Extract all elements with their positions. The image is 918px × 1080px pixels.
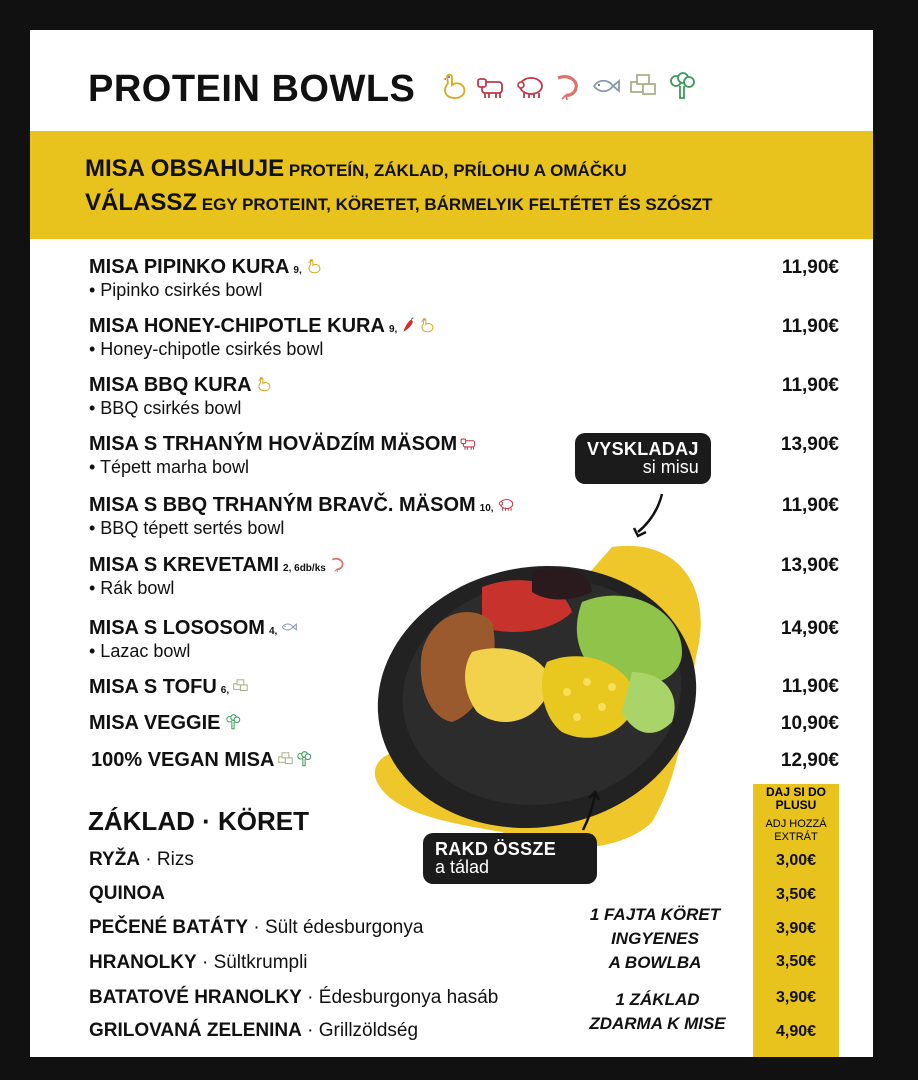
build-your-bowl-callout — [575, 433, 711, 484]
menu-item-subtitle: • Tépett marha bowl — [89, 457, 250, 477]
broccoli-icon — [224, 713, 242, 731]
menu-item-price: 13,90€ — [780, 434, 839, 455]
shrimp-icon — [329, 555, 347, 573]
base-item — [89, 883, 165, 905]
allergen-codes: 2, 6db/ks — [283, 563, 326, 574]
arrow-icon — [575, 790, 605, 834]
menu-item-price: 10,90€ — [780, 713, 839, 734]
bowl-illustration — [352, 532, 722, 862]
cow-icon — [460, 434, 478, 452]
chicken-icon — [255, 375, 273, 393]
allergen-codes: 6, — [220, 685, 230, 696]
extra-price-column — [753, 784, 839, 1057]
menu-item-name: MISA VEGGIE — [89, 712, 221, 734]
allergen-codes: 9, — [293, 265, 302, 276]
extra-heading: DAJ SI DO PLUSU — [765, 785, 826, 812]
chicken-icon — [438, 70, 470, 102]
extra-subheading: ADJ HOZZÁ EXTRÁT — [765, 818, 827, 843]
base-item-name: PEČENÉ BATÁTY — [89, 917, 249, 938]
menu-page — [30, 30, 873, 1057]
title-icon-row — [438, 70, 698, 102]
note-line: 1 ZÁKLAD — [615, 990, 700, 1009]
banner-line-1-text: PROTEÍN, ZÁKLAD, PRÍLOHU A OMÁČKU — [288, 161, 627, 180]
menu-item-name: MISA S TRHANÝM HOVÄDZÍM MÄSOM — [89, 433, 458, 455]
banner-line-2 — [85, 189, 712, 217]
base-item: BATATOVÉ HRANOLKY · Édesburgonya hasáb — [89, 987, 499, 1008]
menu-item-subtitle: • Pipinko csirkés bowl — [89, 280, 263, 300]
base-item: RYŽA · Rizs — [89, 849, 194, 870]
broccoli-icon — [666, 70, 698, 102]
menu-item — [89, 374, 273, 419]
menu-item — [89, 256, 323, 301]
callout-subtitle: a tálad — [435, 857, 490, 877]
base-item-name: QUINOA — [89, 883, 165, 904]
menu-item — [89, 554, 347, 599]
assemble-callout — [423, 833, 597, 884]
menu-item-price: 14,90€ — [780, 618, 839, 639]
callout-title: VYSKLADAJ — [587, 439, 699, 459]
menu-item-name: MISA S BBQ TRHANÝM BRAVČ. MÄSOM — [89, 494, 476, 516]
menu-item-name: 100% VEGAN MISA — [91, 749, 275, 771]
note-line: 1 FAJTA KÖRET — [589, 905, 721, 924]
fish-icon — [590, 70, 622, 102]
note-line: ZDARMA K MISE — [589, 1014, 726, 1033]
base-item-name: HRANOLKY — [89, 952, 197, 973]
base-item: PEČENÉ BATÁTY · Sült édesburgonya — [89, 917, 424, 938]
base-item-price: 3,00€ — [775, 852, 817, 869]
menu-item-name: MISA BBQ KURA — [89, 374, 252, 396]
tofu-icon — [277, 750, 295, 768]
base-section-title: ZÁKLAD · KÖRET — [88, 806, 309, 836]
menu-item-price: 11,90€ — [781, 375, 839, 396]
menu-item-price: 11,90€ — [781, 676, 839, 697]
pig-icon — [497, 495, 515, 513]
menu-item-price: 11,90€ — [781, 495, 839, 516]
menu-item-name: MISA S LOSOSOM — [89, 617, 265, 639]
base-item-price: 3,50€ — [775, 886, 817, 903]
menu-item-price: 12,90€ — [780, 750, 839, 771]
allergen-codes: 4, — [268, 626, 278, 637]
banner-line-1 — [85, 155, 627, 183]
base-item-subtitle: Grillzöldség — [318, 1020, 419, 1041]
arrow-icon — [630, 490, 670, 540]
base-item-price: 3,90€ — [775, 920, 817, 937]
base-item-subtitle: Rizs — [156, 849, 194, 870]
info-banner — [30, 131, 873, 239]
menu-item — [89, 676, 250, 699]
menu-item — [89, 433, 478, 478]
base-item-name: RYŽA — [89, 849, 141, 870]
menu-item-price: 13,90€ — [780, 555, 839, 576]
callout-subtitle: si misu — [642, 457, 699, 477]
note-line: A BOWLBA — [608, 953, 702, 972]
menu-item — [91, 749, 313, 772]
menu-item-subtitle: • Rák bowl — [89, 578, 175, 598]
broccoli-icon — [295, 750, 313, 768]
allergen-codes: 10, — [479, 503, 494, 514]
menu-item — [89, 712, 242, 735]
menu-item-name: MISA S KREVETAMI — [89, 554, 280, 576]
allergen-codes: 9, — [388, 324, 398, 335]
chicken-icon — [418, 316, 436, 334]
base-item-subtitle: Sült édesburgonya — [264, 917, 424, 938]
menu-item — [89, 315, 436, 360]
base-item: HRANOLKY · Sültkrumpli — [89, 952, 308, 973]
menu-item-price: 11,90€ — [781, 257, 839, 278]
base-item-price: 3,90€ — [775, 989, 817, 1006]
note-line: INGYENES — [611, 929, 699, 948]
base-item-subtitle: Édesburgonya hasáb — [318, 987, 499, 1008]
menu-item-subtitle: • Lazac bowl — [89, 641, 191, 661]
banner-line-2-text: EGY PROTEINT, KÖRETET, BÁRMELYIK FELTÉTET ÉS SZÓSZT — [201, 195, 713, 214]
menu-item-name: MISA PIPINKO KURA — [89, 256, 290, 278]
menu-item-subtitle: • BBQ csirkés bowl — [89, 398, 242, 418]
base-item: GRILOVANÁ ZELENINA · Grillzöldség — [89, 1020, 419, 1041]
tofu-icon — [628, 70, 660, 102]
fish-icon — [280, 618, 298, 636]
menu-item-price: 11,90€ — [781, 316, 839, 337]
banner-line-2-bold: VÁLASSZ — [85, 189, 198, 216]
base-item-price: 4,90€ — [775, 1023, 817, 1040]
menu-item-subtitle: • BBQ tépett sertés bowl — [89, 518, 285, 538]
chicken-icon — [305, 257, 323, 275]
chili-icon — [400, 316, 418, 334]
page-title: PROTEIN BOWLS — [88, 68, 416, 110]
shrimp-icon — [552, 70, 584, 102]
base-item-price: 3,50€ — [775, 953, 817, 970]
cow-icon — [476, 70, 508, 102]
base-item-subtitle: Sültkrumpli — [213, 952, 308, 973]
menu-item-name: MISA HONEY-CHIPOTLE KURA — [89, 315, 385, 337]
menu-item — [89, 617, 298, 662]
free-base-note — [565, 988, 750, 1036]
callout-title: RAKD ÖSSZE — [435, 839, 557, 859]
menu-item-subtitle: • Honey-chipotle csirkés bowl — [89, 339, 324, 359]
banner-line-1-bold: MISA OBSAHUJE — [85, 155, 285, 182]
base-item-name: GRILOVANÁ ZELENINA — [89, 1020, 302, 1041]
tofu-icon — [232, 677, 250, 695]
menu-item-name: MISA S TOFU — [89, 676, 217, 698]
free-side-note — [570, 903, 740, 975]
pig-icon — [514, 70, 546, 102]
base-item-name: BATATOVÉ HRANOLKY — [89, 987, 302, 1008]
